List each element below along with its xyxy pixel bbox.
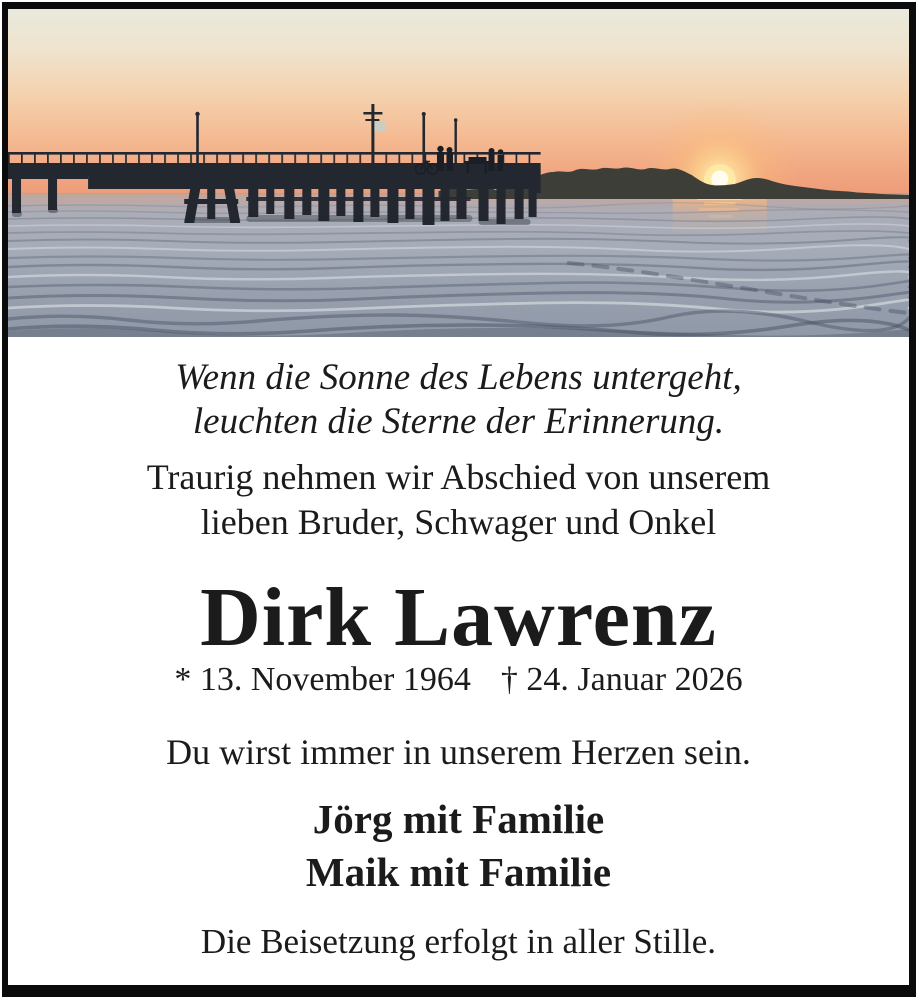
life-dates [8,660,909,701]
sun [711,171,728,188]
deceased-name: Dirk Lawrenz [200,571,717,664]
farewell-line: Du wirst immer in unserem Herzen sein. [166,732,751,772]
mourner-2: Maik mit Familie [305,849,612,895]
intro-line1: Traurig nehmen wir Abschied von unserem [146,457,771,497]
birth-date: * 13. November 1964 [174,661,471,698]
death-date: † 24. Januar 2026 [500,661,743,698]
mourner-1: Jörg mit Familie [312,796,605,842]
closing-line: Die Beisetzung erfolgt in aller Stille. [200,922,717,961]
memorial-quote-line2: leuchten die Sterne der Erinnerung. [192,401,725,442]
sunset-pier-photo [8,9,909,337]
memorial-quote-line1: Wenn die Sonne des Lebens untergeht, [175,357,742,398]
intro-line2: lieben Bruder, Schwager und Onkel [200,502,717,542]
